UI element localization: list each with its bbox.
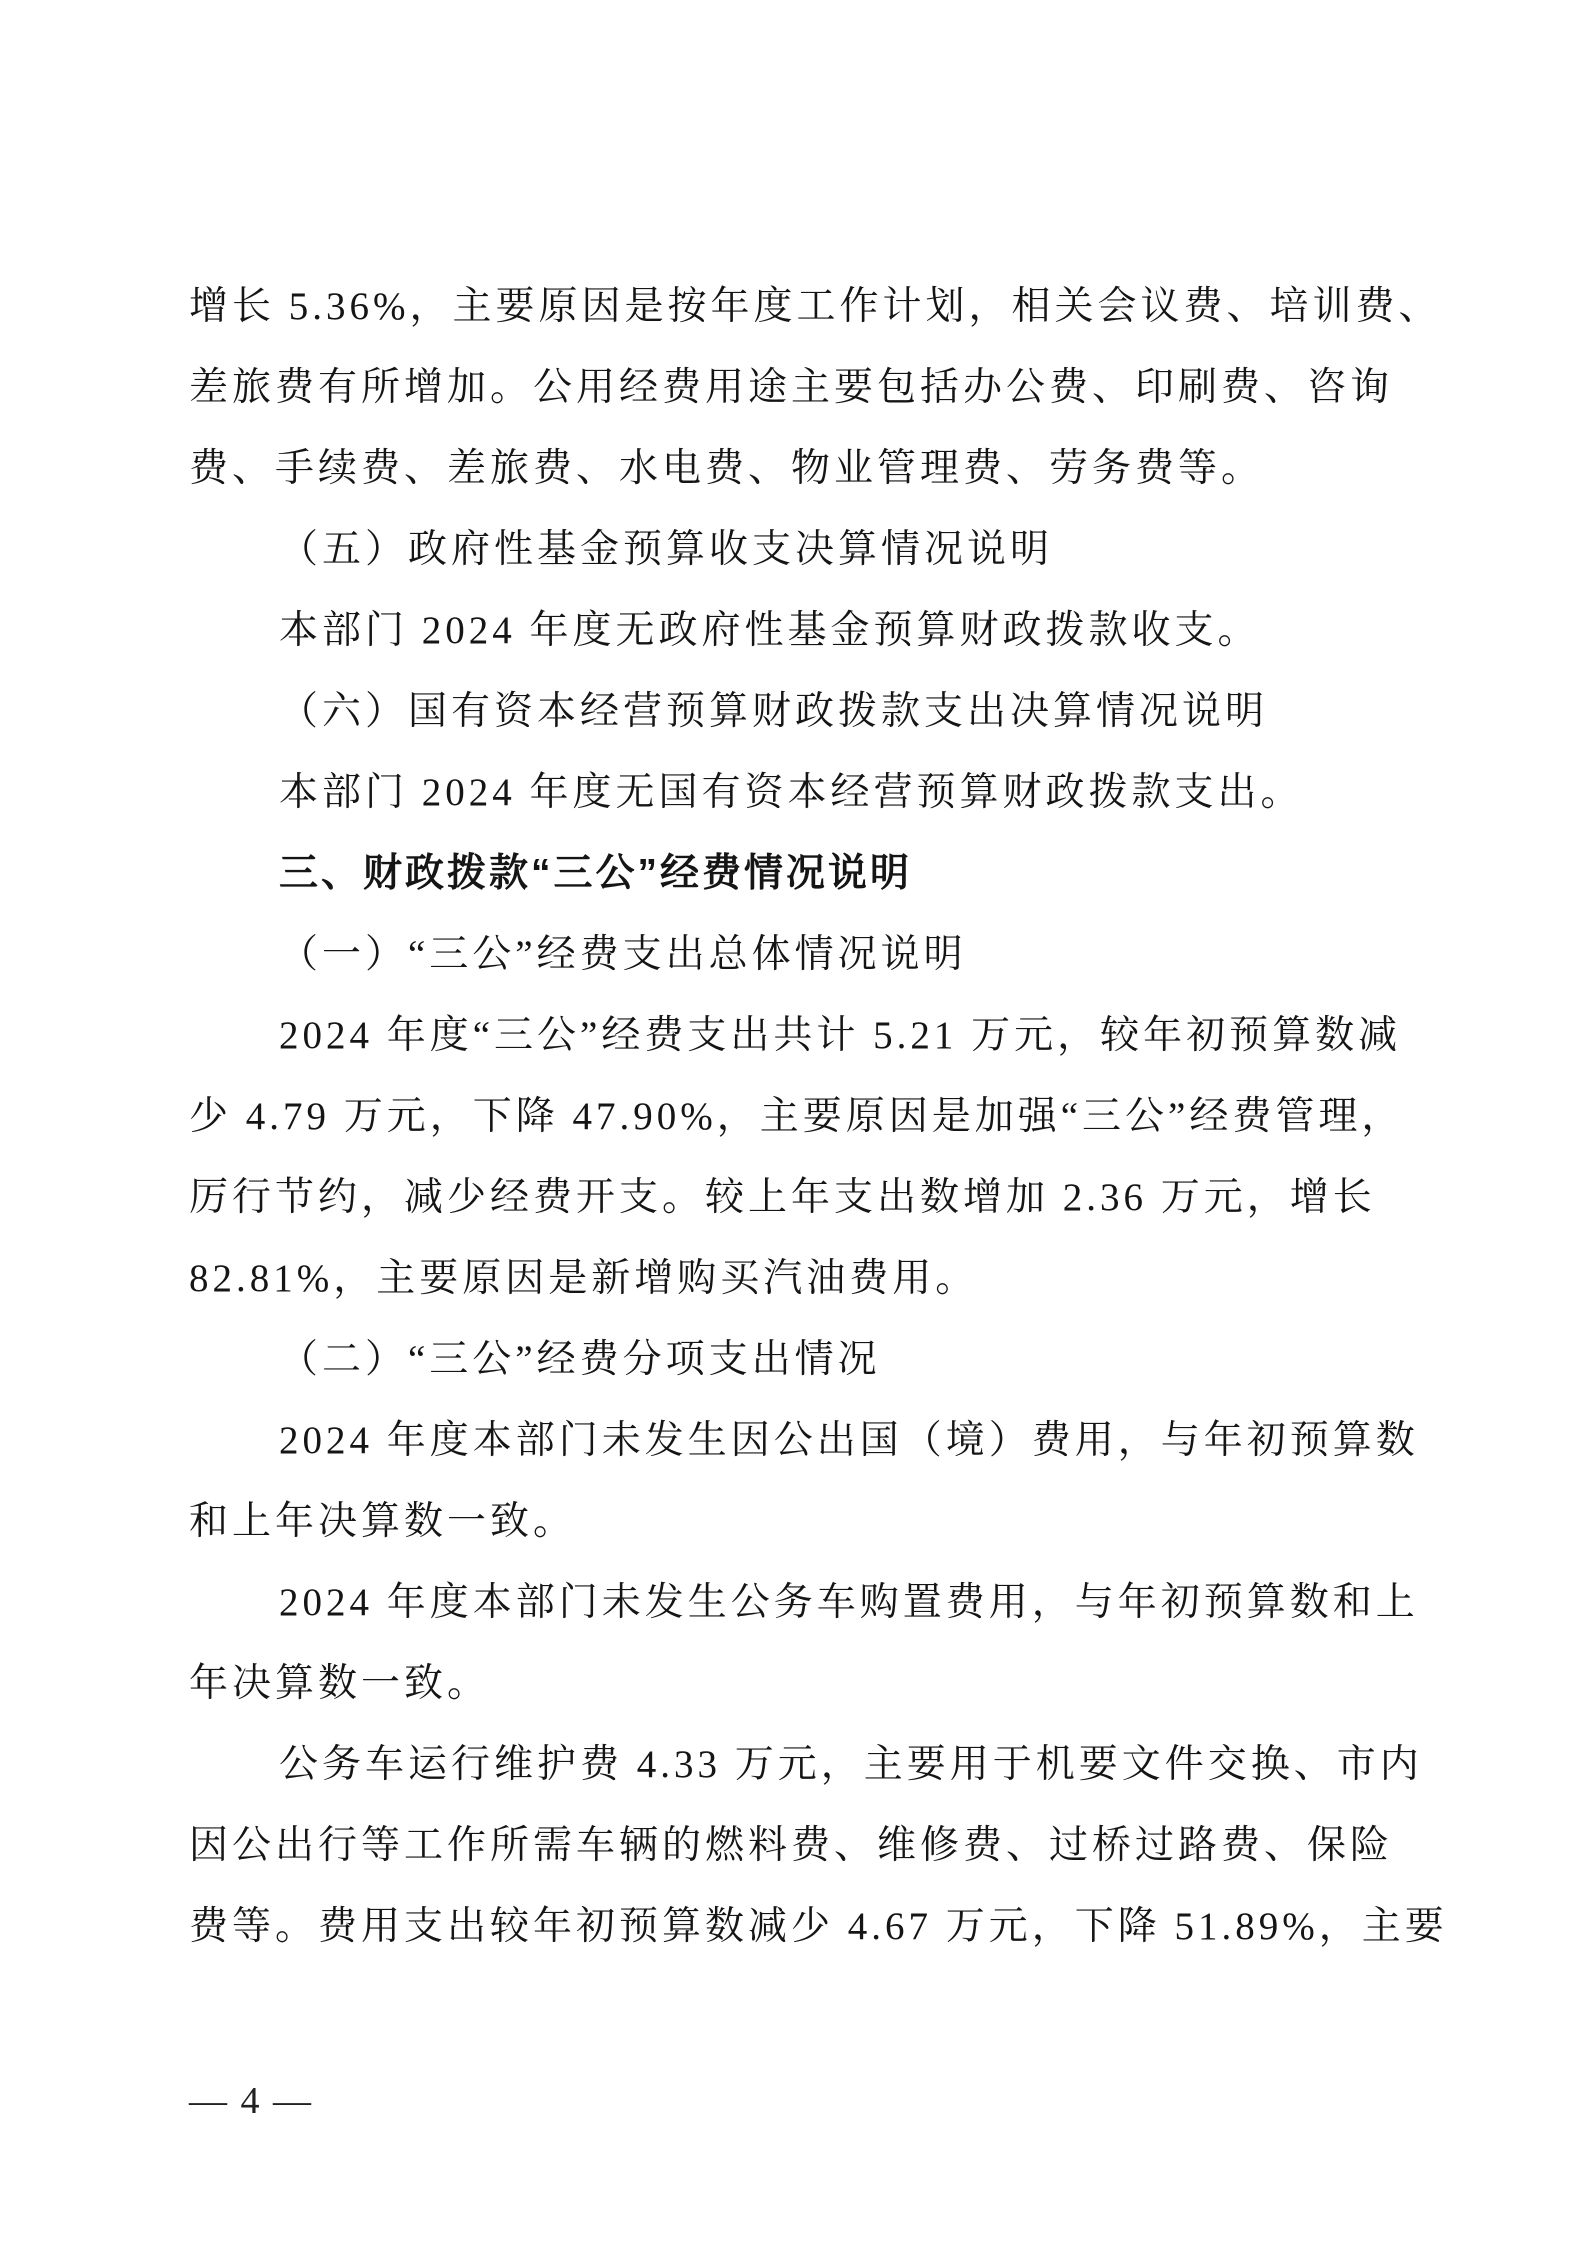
text-line: 和上年决算数一致。 [189,1500,577,1543]
paragraph-vehicle-purchase-body [189,1562,1459,1724]
text-line: 费、手续费、差旅费、水电费、物业管理费、劳务费等。 [189,447,1265,490]
paragraph-vehicle-maintenance-body [189,1724,1459,1967]
text-line: 厉行节约，减少经费开支。较上年支出数增加 2.36 万元，增长 [189,1176,1376,1219]
paragraph-section-6-body [189,752,1459,833]
paragraph-abroad-expense-body [189,1400,1459,1562]
paragraph-section-6-title [189,671,1459,752]
text-line: 增长 5.36%，主要原因是按年度工作计划，相关会议费、培训费、 [189,285,1442,328]
paragraph-chapter-3-1-body [189,995,1459,1319]
text-line: 公务车运行维护费 4.33 万元，主要用于机要文件交换、市内 [279,1743,1423,1786]
page-number: — 4 — [189,2080,313,2122]
text-line: 本部门 2024 年度无政府性基金预算财政拨款收支。 [279,609,1261,652]
text-line: 差旅费有所增加。公用经费用途主要包括办公费、印刷费、咨询 [189,366,1394,409]
text-line: 三、财政拨款“三公”经费情况说明 [279,852,913,895]
text-line: 2024 年度本部门未发生公务车购置费用，与年初预算数和上 [279,1581,1419,1624]
text-line: 年决算数一致。 [189,1662,491,1705]
text-line: 82.81%，主要原因是新增购买汽油费用。 [189,1257,979,1300]
document-body [189,266,1459,1967]
paragraph-chapter-3-2-title [189,1319,1459,1400]
text-line: 2024 年度本部门未发生因公出国（境）费用，与年初预算数 [279,1419,1419,1462]
text-line: （五）政府性基金预算收支决算情况说明 [279,528,1054,571]
paragraph-chapter-3-title [189,833,1459,914]
paragraph-section-5-body [189,590,1459,671]
text-line: 费等。费用支出较年初预算数减少 4.67 万元，下降 51.89%，主要 [189,1905,1448,1948]
text-line: 本部门 2024 年度无国有资本经营预算财政拨款支出。 [279,771,1304,814]
paragraph-chapter-3-1-title [189,914,1459,995]
paragraph-public-funds-continuation [189,266,1459,509]
text-line: 少 4.79 万元，下降 47.90%，主要原因是加强“三公”经费管理， [189,1095,1405,1138]
text-line: 2024 年度“三公”经费支出共计 5.21 万元，较年初预算数减 [279,1014,1402,1057]
paragraph-section-5-title [189,509,1459,590]
text-line: （二）“三公”经费分项支出情况 [279,1338,881,1381]
text-line: 因公出行等工作所需车辆的燃料费、维修费、过桥过路费、保险 [189,1824,1394,1867]
text-line: （一）“三公”经费支出总体情况说明 [279,933,967,976]
text-line: （六）国有资本经营预算财政拨款支出决算情况说明 [279,690,1269,733]
